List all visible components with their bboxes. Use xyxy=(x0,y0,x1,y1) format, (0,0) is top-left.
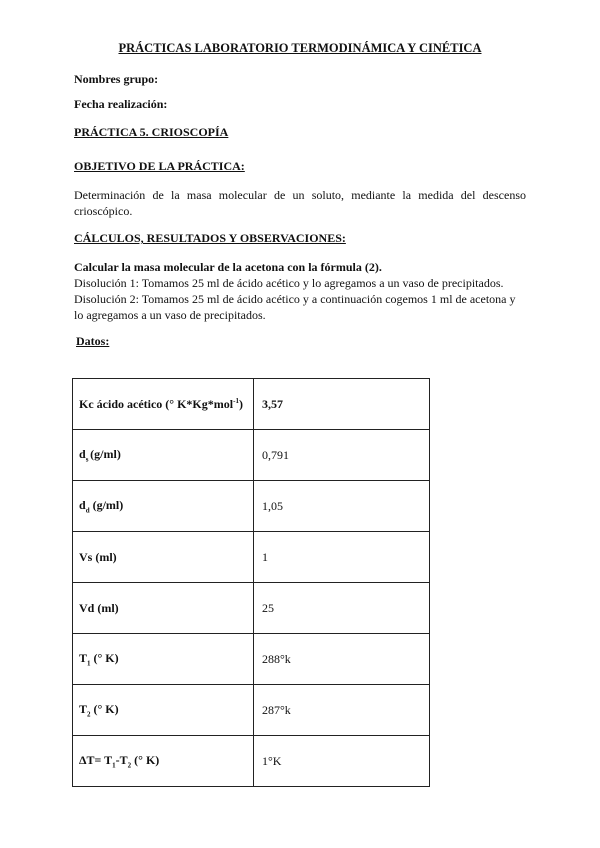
row-value-vd: 25 xyxy=(254,583,430,634)
date-label: Fecha realización: xyxy=(74,97,168,111)
dissolution-2: Disolución 2: Tomamos 25 ml de ácido acético y a continuación cogemos 1 ml de acetona y lo agregamos a un vaso de precipitados. xyxy=(74,292,516,322)
row-label-delta-t: $\Delta T= T_1-T_2$ (° K) xyxy=(73,736,254,787)
document-title: PRÁCTICAS LABORATORIO TERMODINÁMICA Y CINÉTICA xyxy=(118,41,482,55)
table-row xyxy=(73,481,430,532)
row-label-ds: $d_s$ (g/ml) xyxy=(73,430,254,481)
table-row xyxy=(73,430,430,481)
dissolution-1: Disolución 1: Tomamos 25 ml de ácido acético y lo agregamos a un vaso de precipitados. xyxy=(74,276,504,290)
table-row xyxy=(73,532,430,583)
calculations-heading: CÁLCULOS, RESULTADOS Y OBSERVACIONES: xyxy=(74,231,346,245)
row-value-ds: 0,791 xyxy=(254,430,430,481)
row-value-dd: 1,05 xyxy=(254,481,430,532)
table-row xyxy=(73,685,430,736)
row-value-t1: 288°k xyxy=(254,634,430,685)
row-value-delta-t: 1°K xyxy=(254,736,430,787)
group-names-label: Nombres grupo: xyxy=(74,72,159,86)
row-label-t1: $T_1$ (° K) xyxy=(73,634,254,685)
row-label-vd: Vd (ml) xyxy=(73,583,254,634)
row-label-t2: $T_2$ (° K) xyxy=(73,685,254,736)
row-value-kc: 3,57 xyxy=(254,379,430,430)
row-value-vs: 1 xyxy=(254,532,430,583)
row-value-t2: 287°k xyxy=(254,685,430,736)
table-row xyxy=(73,736,430,787)
data-table xyxy=(72,378,430,787)
table-row xyxy=(73,379,430,430)
calculations-subtitle: Calcular la masa molecular de la acetona con la fórmula (2). xyxy=(74,260,382,274)
row-label-vs: Vs (ml) xyxy=(73,532,254,583)
objective-heading: OBJETIVO DE LA PRÁCTICA: xyxy=(74,159,245,173)
objective-text: Determinación de la masa molecular de un soluto, mediante la medida del descenso crioscópico. xyxy=(74,188,526,218)
data-heading: Datos: xyxy=(76,334,110,348)
row-label-kc: Kc ácido acético (° K*Kg*mol$^{-1}$) xyxy=(73,379,254,430)
practice-title: PRÁCTICA 5. CRIOSCOPÍA xyxy=(74,125,229,139)
table-row xyxy=(73,634,430,685)
calculations-block xyxy=(74,259,526,323)
row-label-dd: $d_d$ (g/ml) xyxy=(73,481,254,532)
table-row xyxy=(73,583,430,634)
